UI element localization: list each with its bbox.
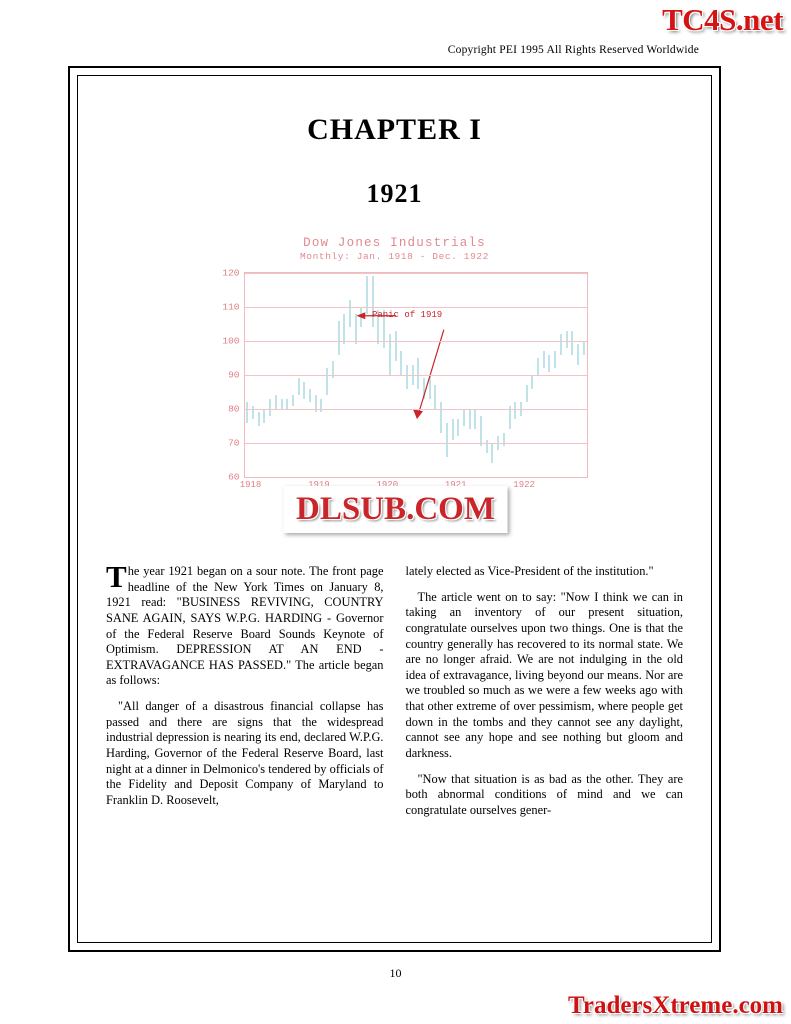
chapter-year: 1921 — [366, 179, 423, 208]
copyright-notice: Copyright PEI 1995 All Rights Reserved Worldwide — [447, 44, 699, 56]
chart-bar — [246, 402, 248, 422]
chart-bar — [452, 419, 454, 439]
paragraph: The article went on to say: "Now I think we can in taking an inventory of our present situation, congratulate ourselves upon two things. One is that the country generally has recovered to its normal state. We are no longer afraid. We are not indulging in the old idea of extravagance, living beyond our means. Nor are we troubled so much as we were a few weeks ago with that other extreme of over pessimism, where people get down in the tombs and they cannot see any daylight, cannot see any hope and see nothing but gloom and darkness. — [405, 589, 683, 760]
dropcap-letter: T — [106, 559, 127, 594]
chart-bar — [440, 402, 442, 433]
chart-bar — [309, 389, 311, 403]
chart-bar — [469, 409, 471, 429]
chart-x-tick-label: 1922 — [513, 480, 535, 490]
chart-bar — [503, 433, 505, 447]
chart-bar — [429, 375, 431, 399]
chart-x-tick-label: 1921 — [444, 480, 467, 490]
chart-bar — [355, 314, 357, 345]
body-columns — [106, 559, 683, 924]
chart-bar — [457, 419, 459, 436]
chart-y-tick-label: 120 — [222, 267, 240, 279]
chart-bar — [349, 300, 351, 327]
chart-subtitle: Monthly: Jan. 1918 - Dec. 1922 — [299, 251, 490, 262]
chart-bar — [326, 368, 328, 395]
chart-bar — [526, 385, 528, 402]
chart-bar — [491, 443, 493, 463]
chart-gridline — [245, 307, 587, 308]
chart-bar — [292, 395, 294, 405]
chart-y-tick-label: 110 — [222, 301, 240, 313]
chart-bar — [554, 351, 556, 368]
watermark-tc4s: TC4S.net — [662, 2, 783, 37]
chart-bar — [400, 351, 402, 375]
chart-bar — [343, 314, 345, 345]
chart-bar — [320, 399, 322, 413]
paragraph: "Now that situation is as bad as the other. They are both abnormal conditions of mind and we can congratulate ourselves gener- — [405, 771, 683, 817]
chart-x-tick-label: 1919 — [308, 480, 330, 490]
chart-bar — [252, 406, 254, 420]
chart-annotation: Panic of 1919 — [371, 310, 443, 321]
chart-bar — [417, 358, 419, 389]
chart-bar — [463, 409, 465, 426]
chart-bar — [434, 385, 436, 409]
chart-bar — [514, 402, 516, 419]
chart-bar — [480, 416, 482, 447]
chart-y-tick-label: 70 — [228, 437, 240, 449]
chart-gridline — [245, 341, 587, 342]
chart-y-tick-label: 100 — [222, 335, 240, 347]
chart-bar — [338, 321, 340, 355]
chart-bar — [360, 307, 362, 327]
page-title: CHAPTER I — [307, 113, 482, 146]
chart-bar — [548, 355, 550, 372]
right-column — [406, 564, 684, 924]
chart-bar — [531, 375, 533, 389]
chart-bar — [537, 358, 539, 375]
chart-x-tick-label: 1918 — [239, 480, 262, 490]
chart-title: Dow Jones Industrials — [303, 236, 486, 250]
chart-bar — [577, 344, 579, 364]
chart-bar — [560, 334, 562, 354]
chart-bar — [571, 331, 573, 355]
watermark-dlsub: DLSUB.COM — [283, 486, 508, 533]
chart-bar — [583, 341, 585, 355]
chart-bar — [303, 382, 305, 399]
chart-box — [200, 267, 590, 500]
chart-bar — [263, 409, 265, 423]
paragraph-text: he year 1921 began on a sour note. The front page headline of the New York Times on January 8, 1921 read: "BUSINESS REVIVING, COUNTRY SANE AGAIN, SAYS W.P.G. HARDING - Governor of the Federal Reserve Board Sounds Keynote of Optimism. DEPRESSION AT AN END - EXTRAVAGANCE HAS PASSED." The article began as follows: — [106, 564, 384, 688]
chart-gridline — [245, 375, 587, 376]
chart-bar — [275, 395, 277, 409]
chart-bar — [286, 399, 288, 409]
chart-bar — [543, 351, 545, 368]
chart-bar — [395, 331, 397, 362]
chart-bar — [298, 378, 300, 395]
chart-bar — [406, 365, 408, 389]
chart-y-tick-label: 90 — [228, 369, 240, 381]
chart-bar — [281, 399, 283, 409]
chart-bar — [269, 399, 271, 416]
chart-y-tick-label: 60 — [228, 471, 240, 483]
chart-x-tick-label: 1920 — [376, 480, 399, 490]
page-number: 10 — [389, 966, 402, 980]
watermark-tradersxtreme: TradersXtreme.com — [568, 992, 783, 1019]
paragraph — [106, 559, 384, 689]
chart-bar — [486, 440, 488, 454]
chart-gridline — [245, 273, 587, 274]
chart-gridline — [245, 409, 587, 410]
chart-gridline — [245, 443, 587, 444]
chart-bar — [258, 412, 260, 426]
chart-y-tick-label: 80 — [228, 403, 240, 415]
chart-bar — [366, 276, 368, 313]
paragraph: "All danger of a disastrous financial collapse has passed and there are signs that the widespread industrial depression is nearing its end, declared W.P.G. Harding, Governor of the Federal Reserve Board, last night at a dinner in Delmonico's tendered by officials of the Fidelity and Deposit Company of Maryland to Franklin D. Roosevelt, — [106, 699, 384, 807]
chart-plot-area — [222, 267, 588, 490]
chart-bar — [446, 423, 448, 457]
left-column — [106, 559, 384, 924]
chart-bar — [566, 331, 568, 348]
chart-bar — [474, 409, 476, 429]
chart-bar — [423, 378, 425, 398]
paragraph: lately elected as Vice-President of the institution." — [405, 564, 654, 578]
